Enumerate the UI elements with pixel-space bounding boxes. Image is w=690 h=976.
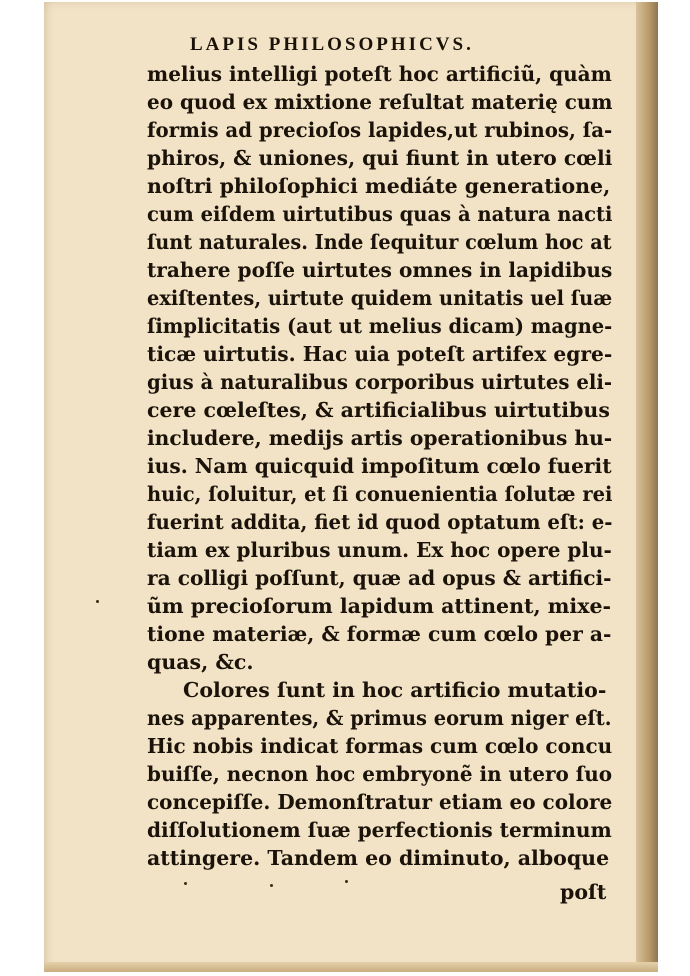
text-line: Hic nobis indicat formas cum cœlo concu	[147, 734, 613, 758]
text-line: exiſtentes, uirtute quidem unitatis uel ſuæ	[147, 286, 613, 310]
ink-speck	[345, 880, 348, 883]
page-edge-bottom	[44, 962, 658, 972]
ink-speck	[270, 884, 273, 887]
text-line: ra colligi poſſunt, quæ ad opus & artifici-	[147, 566, 612, 590]
paragraph-first-line: Colores ſunt in hoc artificio mutatio-	[183, 678, 607, 702]
text-line: eo quod ex mixtione reſultat materię cum	[147, 90, 613, 114]
text-line: diſſolutionem ſuæ perfectionis terminum	[147, 818, 612, 842]
text-line: trahere poſſe uirtutes omnes in lapidibus	[147, 258, 613, 282]
text-line: melius intelligi poteſt hoc artificiũ, quàm	[147, 62, 612, 86]
catchword: poſt	[560, 880, 607, 904]
text-line: buiſſe, necnon hoc embryonẽ in utero ſuo	[147, 762, 613, 786]
text-line: includere, medijs artis operationibus hu-	[147, 426, 613, 450]
text-line: ũm precioſorum lapidum attinent, mixe-	[147, 594, 611, 618]
text-line: gius à naturalibus corporibus uirtutes eli-	[147, 370, 613, 394]
text-line: concepiſſe. Demonſtratur etiam eo colore	[147, 790, 613, 814]
text-line: nes apparentes, & primus eorum niger eſt.	[147, 706, 612, 730]
text-line: ſunt naturales. Inde ſequitur cœlum hoc at	[147, 230, 612, 254]
text-line: tione materiæ, & formæ cum cœlo per a-	[147, 622, 612, 646]
text-line: noſtri philoſophici mediáte generatione,	[147, 174, 611, 198]
text-line: attingere. Tandem eo diminuto, alboque	[147, 846, 610, 870]
text-line: cere cœleſtes, & artificialibus uirtutibus	[147, 398, 610, 422]
text-line: quas, &c.	[147, 650, 254, 674]
text-line: tiam ex pluribus unum. Ex hoc opere plu-	[147, 538, 612, 562]
text-line: ticæ uirtutis. Hac uia poteſt artifex egre-	[147, 342, 613, 366]
page-edge-right	[636, 2, 658, 970]
text-line: fuerint addita, fiet id quod optatum eſt: e-	[147, 510, 613, 534]
text-line: huic, ſoluitur, et ſi conuenientia ſolutæ rei	[147, 482, 613, 506]
ink-speck	[96, 600, 99, 603]
text-line: ſimplicitatis (aut ut melius dicam) magne-	[147, 314, 613, 338]
ink-speck	[184, 882, 187, 885]
text-line: ius. Nam quicquid impoſitum cœlo fuerit	[147, 454, 612, 478]
text-line: formis ad precioſos lapides,ut rubinos, ſa-	[147, 118, 613, 142]
text-line: phiros, & uniones, qui fiunt in utero cœli	[147, 146, 613, 170]
text-line: cum eiſdem uirtutibus quas à natura nacti	[147, 202, 613, 226]
running-header: LAPIS PHILOSOPHICVS.	[190, 34, 474, 55]
